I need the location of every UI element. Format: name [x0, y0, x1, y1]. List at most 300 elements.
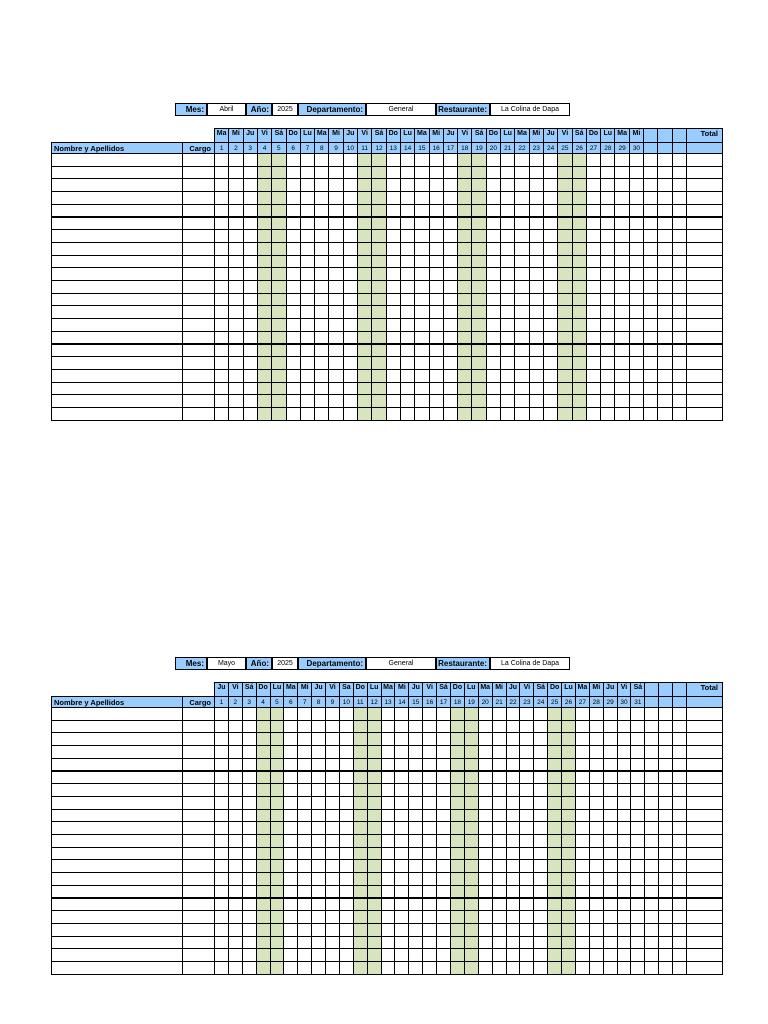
- day-cell[interactable]: [228, 331, 243, 345]
- day-cell[interactable]: [328, 255, 343, 269]
- day-cell[interactable]: [519, 720, 534, 734]
- day-cell[interactable]: [543, 255, 558, 269]
- employee-name-cell[interactable]: [51, 948, 183, 962]
- total-cell[interactable]: [686, 821, 723, 835]
- weekend-day-cell[interactable]: [367, 961, 382, 975]
- day-cell[interactable]: [286, 153, 301, 167]
- day-cell[interactable]: [414, 153, 429, 167]
- weekend-day-cell[interactable]: [270, 859, 285, 873]
- day-cell[interactable]: [500, 204, 515, 218]
- day-cell[interactable]: [672, 961, 687, 975]
- weekend-day-cell[interactable]: [371, 280, 386, 294]
- day-cell[interactable]: [575, 720, 590, 734]
- day-cell[interactable]: [478, 936, 493, 950]
- day-cell[interactable]: [486, 255, 501, 269]
- day-cell[interactable]: [617, 796, 632, 810]
- day-cell[interactable]: [297, 796, 312, 810]
- employee-name-cell[interactable]: [51, 178, 183, 192]
- day-cell[interactable]: [672, 280, 687, 294]
- weekend-day-cell[interactable]: [367, 821, 382, 835]
- weekend-day-cell[interactable]: [257, 204, 272, 218]
- day-cell[interactable]: [325, 707, 340, 721]
- weekend-day-cell[interactable]: [457, 267, 472, 281]
- weekend-day-cell[interactable]: [464, 885, 479, 899]
- weekend-day-cell[interactable]: [367, 720, 382, 734]
- day-cell[interactable]: [242, 720, 257, 734]
- restaurante-value[interactable]: La Colina de Dapa: [490, 657, 570, 670]
- day-cell[interactable]: [386, 318, 401, 332]
- day-cell[interactable]: [400, 191, 415, 205]
- day-cell[interactable]: [436, 936, 451, 950]
- day-cell[interactable]: [283, 783, 298, 797]
- day-cell[interactable]: [500, 191, 515, 205]
- day-cell[interactable]: [543, 394, 558, 408]
- weekend-day-cell[interactable]: [271, 293, 286, 307]
- weekend-day-cell[interactable]: [357, 344, 372, 358]
- weekend-day-cell[interactable]: [256, 923, 271, 937]
- day-cell[interactable]: [486, 407, 501, 421]
- day-cell[interactable]: [214, 331, 229, 345]
- day-cell[interactable]: [228, 305, 243, 319]
- day-cell[interactable]: [328, 178, 343, 192]
- weekend-day-cell[interactable]: [457, 204, 472, 218]
- day-cell[interactable]: [657, 344, 672, 358]
- day-cell[interactable]: [429, 318, 444, 332]
- total-cell[interactable]: [686, 255, 723, 269]
- weekend-day-cell[interactable]: [557, 293, 572, 307]
- day-cell[interactable]: [519, 745, 534, 759]
- total-cell[interactable]: [686, 344, 723, 358]
- employee-name-cell[interactable]: [51, 847, 183, 861]
- day-cell[interactable]: [443, 255, 458, 269]
- weekend-day-cell[interactable]: [256, 948, 271, 962]
- day-cell[interactable]: [575, 859, 590, 873]
- day-cell[interactable]: [443, 242, 458, 256]
- day-cell[interactable]: [533, 834, 548, 848]
- weekend-day-cell[interactable]: [271, 407, 286, 421]
- day-cell[interactable]: [381, 834, 396, 848]
- day-cell[interactable]: [429, 331, 444, 345]
- day-cell[interactable]: [214, 948, 229, 962]
- day-cell[interactable]: [658, 898, 673, 912]
- weekend-day-cell[interactable]: [457, 331, 472, 345]
- day-cell[interactable]: [381, 923, 396, 937]
- day-cell[interactable]: [328, 153, 343, 167]
- day-cell[interactable]: [328, 369, 343, 383]
- day-cell[interactable]: [436, 707, 451, 721]
- day-cell[interactable]: [644, 796, 659, 810]
- day-cell[interactable]: [486, 153, 501, 167]
- day-cell[interactable]: [492, 732, 507, 746]
- day-cell[interactable]: [519, 821, 534, 835]
- day-cell[interactable]: [228, 859, 243, 873]
- day-cell[interactable]: [644, 859, 659, 873]
- day-cell[interactable]: [617, 732, 632, 746]
- day-cell[interactable]: [339, 859, 354, 873]
- day-cell[interactable]: [414, 369, 429, 383]
- day-cell[interactable]: [325, 847, 340, 861]
- day-cell[interactable]: [529, 280, 544, 294]
- weekend-day-cell[interactable]: [371, 229, 386, 243]
- day-cell[interactable]: [386, 369, 401, 383]
- weekend-day-cell[interactable]: [270, 936, 285, 950]
- employee-cargo-cell[interactable]: [182, 178, 215, 192]
- day-cell[interactable]: [286, 166, 301, 180]
- day-cell[interactable]: [283, 872, 298, 886]
- day-cell[interactable]: [400, 229, 415, 243]
- departamento-value[interactable]: General: [366, 657, 436, 670]
- day-cell[interactable]: [500, 242, 515, 256]
- weekend-day-cell[interactable]: [353, 771, 368, 785]
- day-cell[interactable]: [386, 178, 401, 192]
- day-cell[interactable]: [328, 305, 343, 319]
- day-cell[interactable]: [400, 318, 415, 332]
- day-cell[interactable]: [614, 242, 629, 256]
- day-cell[interactable]: [311, 796, 326, 810]
- day-cell[interactable]: [422, 771, 437, 785]
- day-cell[interactable]: [343, 204, 358, 218]
- weekend-day-cell[interactable]: [561, 859, 576, 873]
- day-cell[interactable]: [311, 859, 326, 873]
- weekend-day-cell[interactable]: [471, 255, 486, 269]
- day-cell[interactable]: [600, 394, 615, 408]
- day-cell[interactable]: [575, 948, 590, 962]
- employee-name-cell[interactable]: [51, 344, 183, 358]
- day-cell[interactable]: [436, 834, 451, 848]
- day-cell[interactable]: [589, 707, 604, 721]
- weekend-day-cell[interactable]: [271, 153, 286, 167]
- day-cell[interactable]: [314, 153, 329, 167]
- weekend-day-cell[interactable]: [371, 166, 386, 180]
- day-cell[interactable]: [400, 305, 415, 319]
- day-cell[interactable]: [436, 948, 451, 962]
- weekend-day-cell[interactable]: [357, 293, 372, 307]
- weekend-day-cell[interactable]: [257, 229, 272, 243]
- weekend-day-cell[interactable]: [270, 796, 285, 810]
- day-cell[interactable]: [243, 255, 258, 269]
- weekend-day-cell[interactable]: [572, 166, 587, 180]
- weekend-day-cell[interactable]: [371, 217, 386, 231]
- day-cell[interactable]: [339, 847, 354, 861]
- day-cell[interactable]: [394, 859, 409, 873]
- day-cell[interactable]: [408, 745, 423, 759]
- employee-cargo-cell[interactable]: [182, 783, 215, 797]
- employee-cargo-cell[interactable]: [182, 242, 215, 256]
- day-cell[interactable]: [630, 771, 645, 785]
- weekend-day-cell[interactable]: [271, 305, 286, 319]
- day-cell[interactable]: [603, 923, 618, 937]
- day-cell[interactable]: [243, 217, 258, 231]
- day-cell[interactable]: [478, 898, 493, 912]
- day-cell[interactable]: [228, 885, 243, 899]
- day-cell[interactable]: [297, 859, 312, 873]
- weekend-day-cell[interactable]: [464, 948, 479, 962]
- day-cell[interactable]: [328, 229, 343, 243]
- day-cell[interactable]: [339, 758, 354, 772]
- day-cell[interactable]: [314, 280, 329, 294]
- day-cell[interactable]: [414, 305, 429, 319]
- weekend-day-cell[interactable]: [256, 732, 271, 746]
- day-cell[interactable]: [533, 783, 548, 797]
- day-cell[interactable]: [657, 382, 672, 396]
- day-cell[interactable]: [617, 961, 632, 975]
- weekend-day-cell[interactable]: [256, 910, 271, 924]
- weekend-day-cell[interactable]: [471, 331, 486, 345]
- day-cell[interactable]: [658, 771, 673, 785]
- day-cell[interactable]: [543, 356, 558, 370]
- day-cell[interactable]: [297, 847, 312, 861]
- day-cell[interactable]: [343, 382, 358, 396]
- weekend-day-cell[interactable]: [547, 745, 562, 759]
- employee-name-cell[interactable]: [51, 293, 183, 307]
- weekend-day-cell[interactable]: [257, 407, 272, 421]
- day-cell[interactable]: [443, 356, 458, 370]
- day-cell[interactable]: [500, 369, 515, 383]
- day-cell[interactable]: [283, 834, 298, 848]
- day-cell[interactable]: [529, 255, 544, 269]
- day-cell[interactable]: [325, 948, 340, 962]
- day-cell[interactable]: [529, 407, 544, 421]
- day-cell[interactable]: [617, 847, 632, 861]
- total-cell[interactable]: [686, 745, 723, 759]
- day-cell[interactable]: [400, 369, 415, 383]
- employee-name-cell[interactable]: [51, 305, 183, 319]
- day-cell[interactable]: [381, 961, 396, 975]
- day-cell[interactable]: [300, 394, 315, 408]
- day-cell[interactable]: [519, 758, 534, 772]
- weekend-day-cell[interactable]: [371, 407, 386, 421]
- day-cell[interactable]: [339, 821, 354, 835]
- day-cell[interactable]: [286, 293, 301, 307]
- day-cell[interactable]: [422, 859, 437, 873]
- day-cell[interactable]: [297, 872, 312, 886]
- day-cell[interactable]: [614, 382, 629, 396]
- day-cell[interactable]: [429, 267, 444, 281]
- day-cell[interactable]: [422, 923, 437, 937]
- day-cell[interactable]: [328, 166, 343, 180]
- day-cell[interactable]: [672, 166, 687, 180]
- day-cell[interactable]: [629, 191, 644, 205]
- weekend-day-cell[interactable]: [561, 707, 576, 721]
- day-cell[interactable]: [543, 178, 558, 192]
- day-cell[interactable]: [500, 229, 515, 243]
- total-cell[interactable]: [686, 280, 723, 294]
- day-cell[interactable]: [589, 821, 604, 835]
- day-cell[interactable]: [630, 758, 645, 772]
- day-cell[interactable]: [242, 885, 257, 899]
- day-cell[interactable]: [394, 771, 409, 785]
- day-cell[interactable]: [519, 796, 534, 810]
- day-cell[interactable]: [529, 217, 544, 231]
- day-cell[interactable]: [381, 783, 396, 797]
- day-cell[interactable]: [575, 923, 590, 937]
- day-cell[interactable]: [543, 229, 558, 243]
- day-cell[interactable]: [429, 407, 444, 421]
- day-cell[interactable]: [672, 834, 687, 848]
- day-cell[interactable]: [381, 821, 396, 835]
- day-cell[interactable]: [339, 745, 354, 759]
- day-cell[interactable]: [672, 293, 687, 307]
- day-cell[interactable]: [643, 344, 658, 358]
- day-cell[interactable]: [422, 834, 437, 848]
- day-cell[interactable]: [429, 191, 444, 205]
- day-cell[interactable]: [436, 898, 451, 912]
- day-cell[interactable]: [228, 166, 243, 180]
- weekend-day-cell[interactable]: [256, 834, 271, 848]
- day-cell[interactable]: [283, 821, 298, 835]
- day-cell[interactable]: [614, 217, 629, 231]
- total-cell[interactable]: [686, 204, 723, 218]
- weekend-day-cell[interactable]: [450, 872, 465, 886]
- day-cell[interactable]: [325, 910, 340, 924]
- day-cell[interactable]: [589, 809, 604, 823]
- day-cell[interactable]: [286, 229, 301, 243]
- day-cell[interactable]: [400, 153, 415, 167]
- day-cell[interactable]: [486, 229, 501, 243]
- weekend-day-cell[interactable]: [371, 344, 386, 358]
- day-cell[interactable]: [506, 923, 521, 937]
- day-cell[interactable]: [311, 948, 326, 962]
- day-cell[interactable]: [644, 745, 659, 759]
- weekend-day-cell[interactable]: [457, 293, 472, 307]
- weekend-day-cell[interactable]: [257, 293, 272, 307]
- day-cell[interactable]: [228, 407, 243, 421]
- day-cell[interactable]: [214, 407, 229, 421]
- day-cell[interactable]: [672, 745, 687, 759]
- day-cell[interactable]: [657, 394, 672, 408]
- day-cell[interactable]: [514, 318, 529, 332]
- day-cell[interactable]: [614, 166, 629, 180]
- day-cell[interactable]: [519, 809, 534, 823]
- day-cell[interactable]: [672, 707, 687, 721]
- day-cell[interactable]: [343, 178, 358, 192]
- day-cell[interactable]: [422, 821, 437, 835]
- day-cell[interactable]: [614, 356, 629, 370]
- day-cell[interactable]: [343, 280, 358, 294]
- total-cell[interactable]: [686, 948, 723, 962]
- total-cell[interactable]: [686, 356, 723, 370]
- total-cell[interactable]: [686, 242, 723, 256]
- weekend-day-cell[interactable]: [271, 369, 286, 383]
- day-cell[interactable]: [228, 191, 243, 205]
- weekend-day-cell[interactable]: [256, 936, 271, 950]
- day-cell[interactable]: [214, 745, 229, 759]
- day-cell[interactable]: [328, 407, 343, 421]
- day-cell[interactable]: [672, 732, 687, 746]
- day-cell[interactable]: [486, 242, 501, 256]
- weekend-day-cell[interactable]: [561, 783, 576, 797]
- weekend-day-cell[interactable]: [371, 331, 386, 345]
- day-cell[interactable]: [394, 720, 409, 734]
- day-cell[interactable]: [519, 834, 534, 848]
- total-cell[interactable]: [686, 178, 723, 192]
- day-cell[interactable]: [343, 153, 358, 167]
- day-cell[interactable]: [300, 191, 315, 205]
- day-cell[interactable]: [586, 166, 601, 180]
- day-cell[interactable]: [617, 898, 632, 912]
- weekend-day-cell[interactable]: [471, 344, 486, 358]
- weekend-day-cell[interactable]: [464, 834, 479, 848]
- weekend-day-cell[interactable]: [367, 834, 382, 848]
- day-cell[interactable]: [243, 178, 258, 192]
- day-cell[interactable]: [658, 910, 673, 924]
- day-cell[interactable]: [617, 707, 632, 721]
- day-cell[interactable]: [297, 821, 312, 835]
- day-cell[interactable]: [242, 783, 257, 797]
- day-cell[interactable]: [478, 720, 493, 734]
- weekend-day-cell[interactable]: [270, 732, 285, 746]
- day-cell[interactable]: [589, 872, 604, 886]
- day-cell[interactable]: [486, 204, 501, 218]
- day-cell[interactable]: [643, 318, 658, 332]
- day-cell[interactable]: [600, 166, 615, 180]
- day-cell[interactable]: [643, 153, 658, 167]
- weekend-day-cell[interactable]: [357, 356, 372, 370]
- weekend-day-cell[interactable]: [547, 885, 562, 899]
- day-cell[interactable]: [533, 859, 548, 873]
- day-cell[interactable]: [394, 809, 409, 823]
- day-cell[interactable]: [600, 318, 615, 332]
- day-cell[interactable]: [614, 344, 629, 358]
- employee-name-cell[interactable]: [51, 885, 183, 899]
- day-cell[interactable]: [672, 331, 687, 345]
- day-cell[interactable]: [589, 783, 604, 797]
- weekend-day-cell[interactable]: [450, 809, 465, 823]
- day-cell[interactable]: [630, 961, 645, 975]
- day-cell[interactable]: [228, 229, 243, 243]
- day-cell[interactable]: [243, 344, 258, 358]
- weekend-day-cell[interactable]: [450, 847, 465, 861]
- employee-cargo-cell[interactable]: [182, 280, 215, 294]
- total-cell[interactable]: [686, 910, 723, 924]
- weekend-day-cell[interactable]: [547, 809, 562, 823]
- day-cell[interactable]: [228, 344, 243, 358]
- day-cell[interactable]: [286, 318, 301, 332]
- day-cell[interactable]: [214, 834, 229, 848]
- day-cell[interactable]: [286, 280, 301, 294]
- employee-cargo-cell[interactable]: [182, 344, 215, 358]
- day-cell[interactable]: [429, 293, 444, 307]
- weekend-day-cell[interactable]: [353, 936, 368, 950]
- weekend-day-cell[interactable]: [270, 872, 285, 886]
- day-cell[interactable]: [311, 783, 326, 797]
- day-cell[interactable]: [629, 344, 644, 358]
- day-cell[interactable]: [672, 242, 687, 256]
- day-cell[interactable]: [658, 783, 673, 797]
- weekend-day-cell[interactable]: [450, 771, 465, 785]
- day-cell[interactable]: [286, 356, 301, 370]
- day-cell[interactable]: [658, 758, 673, 772]
- day-cell[interactable]: [242, 898, 257, 912]
- day-cell[interactable]: [644, 809, 659, 823]
- day-cell[interactable]: [586, 267, 601, 281]
- weekend-day-cell[interactable]: [557, 217, 572, 231]
- day-cell[interactable]: [506, 783, 521, 797]
- weekend-day-cell[interactable]: [450, 948, 465, 962]
- day-cell[interactable]: [408, 758, 423, 772]
- day-cell[interactable]: [314, 267, 329, 281]
- weekend-day-cell[interactable]: [547, 707, 562, 721]
- day-cell[interactable]: [586, 331, 601, 345]
- day-cell[interactable]: [214, 204, 229, 218]
- day-cell[interactable]: [586, 280, 601, 294]
- day-cell[interactable]: [286, 191, 301, 205]
- day-cell[interactable]: [614, 407, 629, 421]
- total-cell[interactable]: [686, 153, 723, 167]
- day-cell[interactable]: [414, 267, 429, 281]
- weekend-day-cell[interactable]: [353, 720, 368, 734]
- day-cell[interactable]: [286, 407, 301, 421]
